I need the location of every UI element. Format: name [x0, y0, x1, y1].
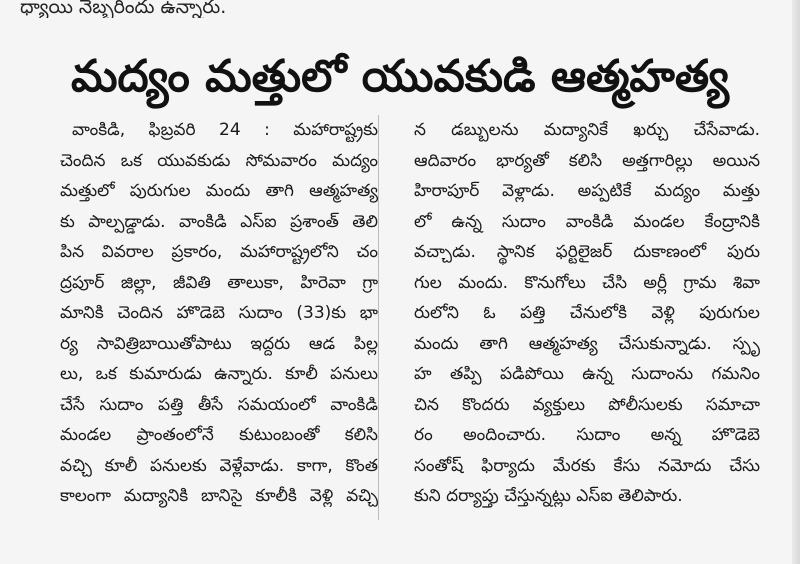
article-column-left: [60, 115, 379, 520]
page-edge-shadow: [792, 0, 800, 564]
article-line: వాంకిడి, ఫిబ్రవరి 24 : మహారాష్ట్రకు: [72, 120, 378, 140]
article-line: గుల మందు. కొనుగోలు చేసి అర్లీ గ్రామ శివా: [414, 272, 760, 293]
article-line: మందు తాగి ఆత్మహత్య చేసుకున్నాడు. స్పృ: [414, 333, 760, 354]
article-line: మండల ప్రాంతంలోనే కుటుంబంతో కలిసి: [60, 425, 378, 445]
article-line: పిన వివరాల ప్రకారం, మహారాష్ట్రలోని చం: [60, 242, 378, 262]
article-line: వచ్చి కూలీ పనులకు వెళ్లేవాడు. కాగా, కొంత: [60, 455, 378, 476]
article-line: ఆదివారం భార్యతో కలిసి అత్తగారిల్లు అయిన: [414, 150, 760, 171]
article-line: రం అందించారు. సుదాం అన్న హొడెబె: [414, 425, 760, 445]
article-line: కాలంగా మద్యానికి బానిసై కూలీకి వెళ్లి వచ్చి: [60, 486, 378, 506]
article-column-right: [414, 115, 760, 520]
article-line: చేసే సుదాం పత్తి తీసే సమయంలో వాంకిడి: [60, 394, 378, 415]
article-line: లో ఉన్న సుదాం వాంకిడి మండల కేంద్రానికి: [414, 211, 760, 232]
article-line: మత్తులో పురుగుల మందు తాగి ఆత్మహత్య: [60, 181, 378, 201]
article-line: సంతోష్ ఫిర్యాదు మేరకు కేసు నమోదు చేసు: [414, 455, 760, 476]
article-line: ర్య సావిత్రిబాయితోపాటు ఇద్దరు ఆడ పిల్ల: [60, 333, 378, 354]
previous-article-tail: ధ్యాయి నెబ్బరిందు ఉన్నారు.: [20, 0, 227, 18]
article-line: హ తప్పి పడిపోయి ఉన్న సుదాంను గమనిం: [414, 364, 760, 384]
article-line: చిన కొందరు వ్యక్తులు పోలీసులకు సమాచా: [414, 394, 760, 415]
article-line: చెందిన ఒక యువకుడు సోమవారం మద్యం: [60, 150, 378, 171]
article-line: ద్రపూర్ జిల్లా, జీవితి తాలుకా, హిరెవా గ్రా: [60, 272, 378, 293]
article-headline: మద్యం మత్తులో యువకుడి ఆత్మహత్య: [70, 51, 730, 102]
article-line: హిరాపూర్ వెళ్లాడు. అప్పటికే మద్యం మత్తు: [414, 181, 760, 201]
article-line: వచ్చాడు. స్థానిక ఫర్టిలైజర్ దుకాణంలో పురు: [414, 242, 760, 262]
article-line: కుని దర్యాప్తు చేస్తున్నట్లు ఎస్ఐ తెలిపారు.: [414, 486, 683, 506]
article-line: రులోని ఓ పత్తి చేనులోకి వెళ్లి పురుగుల: [414, 303, 760, 323]
article-line: న డబ్బులను మద్యానికే ఖర్చు చేసేవాడు.: [414, 120, 760, 140]
article-line: లు, ఒక కుమారుడు ఉన్నారు. కూలీ పనులు: [60, 364, 378, 384]
article-line: కు పాల్పడ్డాడు. వాంకిడి ఎస్ఐ ప్రశాంత్ తెలి: [60, 211, 378, 232]
article-line: మానికి చెందిన హొడెబె సుదాం (33)కు భా: [60, 303, 378, 323]
